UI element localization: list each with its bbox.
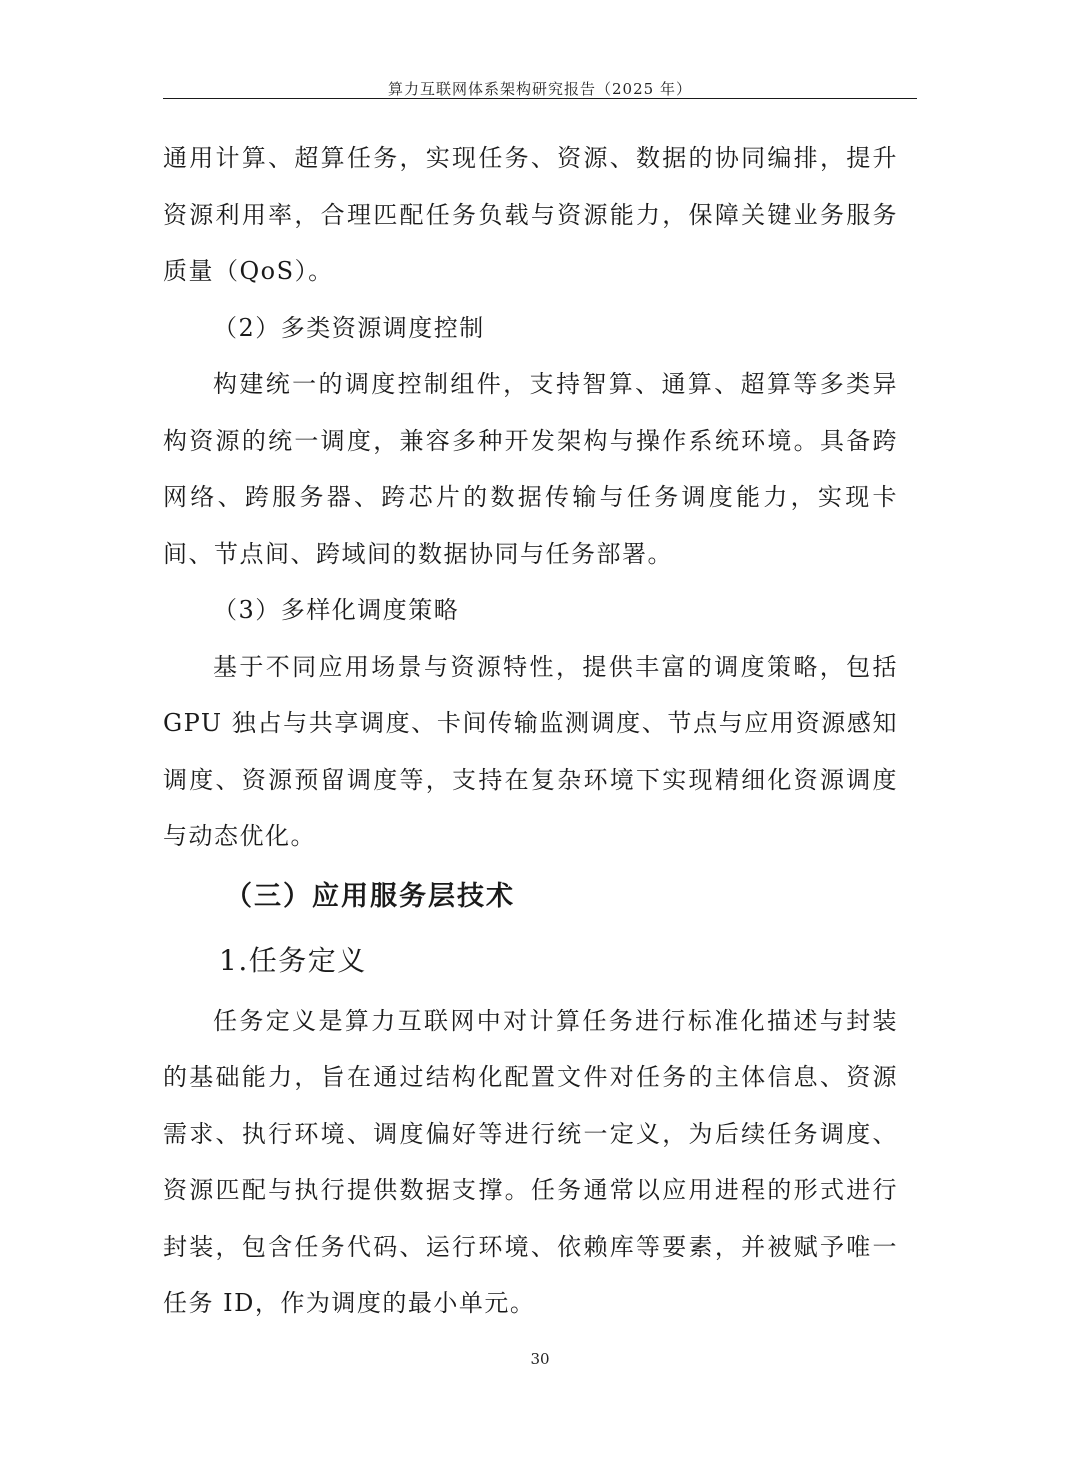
section-heading-application-service-layer: （三）应用服务层技术 — [225, 880, 515, 912]
paragraph-diverse-scheduling-strategies: 基于不同应用场景与资源特性，提供丰富的调度策略，包括GPU 独占与共享调度、卡间传输监测调度、节点与应用资源感知调度、资源预留调度等，支持在复杂环境下实现精细化资源调度与动态优化。 — [163, 652, 898, 850]
running-header-title: 算力互联网体系架构研究报告（2025 年） — [388, 80, 692, 98]
header-divider — [163, 98, 917, 99]
subheading-multi-resource-scheduling: （2）多类资源调度控制 — [213, 313, 485, 342]
paragraph-continued: 通用计算、超算任务，实现任务、资源、数据的协同编排，提升资源利用率，合理匹配任务负载与资源能力，保障关键业务服务质量（QoS）。 — [163, 144, 898, 285]
page-body — [163, 130, 898, 1332]
page-number: 30 — [530, 1350, 550, 1368]
paragraph-multi-resource-scheduling: 构建统一的调度控制组件，支持智算、通算、超算等多类异构资源的统一调度，兼容多种开发架构与操作系统环境。具备跨网络、跨服务器、跨芯片的数据传输与任务调度能力，实现卡间、节点间、跨域间的数据协同与任务部署。 — [163, 370, 898, 568]
paragraph-task-definition: 任务定义是算力互联网中对计算任务进行标准化描述与封装的基础能力，旨在通过结构化配置文件对任务的主体信息、资源需求、执行环境、调度偏好等进行统一定义，为后续任务调度、资源匹配与执行提供数据支撑。任务通常以应用进程的形式进行封装，包含任务代码、运行环境、依赖库等要素，并被赋予唯一任务 ID，作为调度的最小单元。 — [163, 1006, 898, 1317]
subheading-diverse-scheduling-strategies: （3）多样化调度策略 — [213, 596, 460, 624]
item-heading-task-definition: 1.任务定义 — [219, 943, 367, 977]
